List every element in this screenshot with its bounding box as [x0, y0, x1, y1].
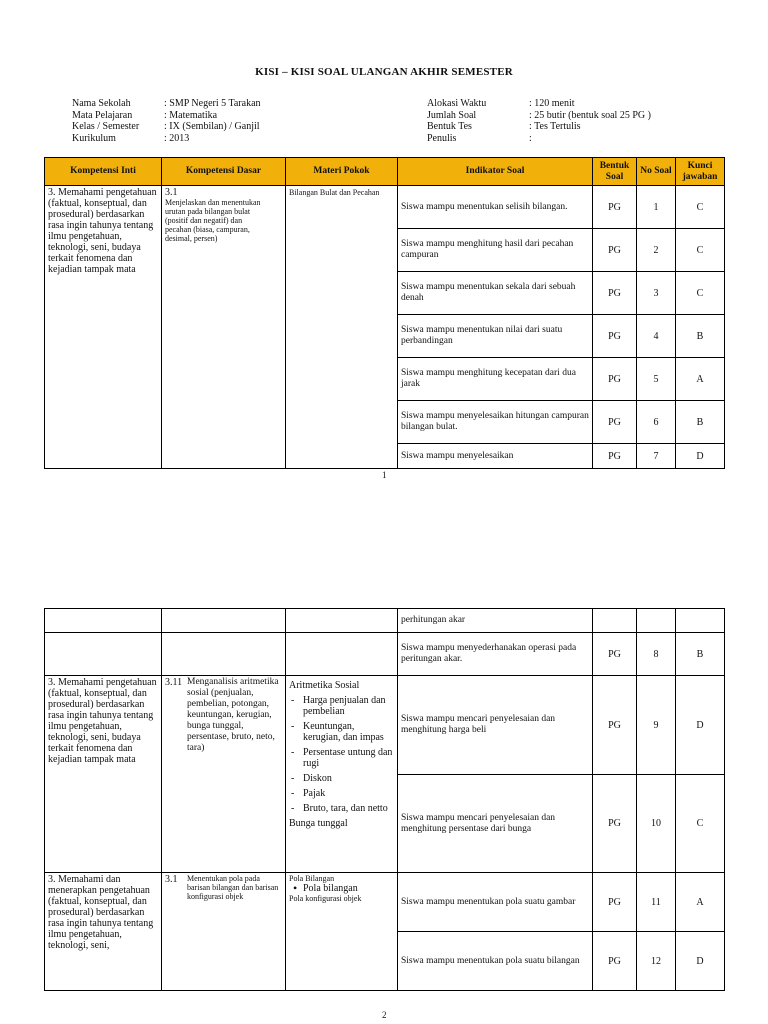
info-key: Jumlah Soal — [427, 109, 477, 121]
kunci-cell: B — [676, 315, 725, 358]
header-kompetensi-dasar: Kompetensi Dasar — [162, 158, 286, 186]
info-key: Alokasi Waktu — [427, 98, 487, 109]
mp-item: - Harga penjualan dan pembelian — [289, 695, 394, 717]
kd-text: Menjelaskan dan menentukan urutan pada bilangan bulat (positif dan negatif) dan pecahan (biasa, campuran, desimal, persen) — [165, 198, 261, 243]
kompetensi-inti-cell: 3. Memahami pengetahuan (faktual, konseptual, dan prosedural) berdasarkan rasa ingin tahunya tentang ilmu pengetahuan, teknologi, seni, budaya terkait fenomena dan kejadian tampak mata — [45, 186, 162, 469]
info-key: Bentuk Tes — [427, 121, 472, 132]
no-cell: 7 — [637, 444, 676, 469]
indikator-cell: Siswa mampu mencari penyelesaian dan menghitung persentase dari bunga — [398, 775, 593, 873]
indikator-cell: Siswa mampu menghitung kecepatan dari dua jarak — [398, 358, 593, 401]
info-value: : IX (Sembilan) / Ganjil — [164, 121, 260, 132]
kompetensi-dasar-cell — [162, 186, 286, 469]
mp-item: • Pola bilangan — [289, 883, 394, 894]
mp-item: - Bruto, tara, dan netto — [289, 803, 394, 814]
bentuk-cell: PG — [593, 186, 637, 229]
mp-title: Pola Bilangan — [289, 874, 335, 883]
bentuk-cell: PG — [593, 272, 637, 315]
info-key: Mata Pelajaran — [72, 109, 133, 121]
indikator-cell: Siswa mampu menghitung hasil dari pecahan campuran — [398, 229, 593, 272]
bentuk-cell: PG — [593, 633, 637, 676]
header-kompetensi-inti: Kompetensi Inti — [45, 158, 162, 186]
indikator-cell: Siswa mampu menyederhanakan operasi pada peritungan akar. — [398, 633, 593, 676]
info-key: Nama Sekolah — [72, 98, 131, 109]
indikator-cell: Siswa mampu mencari penyelesaian dan menghitung harga beli — [398, 676, 593, 775]
no-cell: 6 — [637, 401, 676, 444]
page-1 — [0, 0, 768, 490]
info-left — [72, 98, 261, 144]
mp-item: - Persentase untung dan rugi — [289, 747, 394, 769]
info-key: Kurikulum — [72, 132, 116, 144]
mp-footer: Pola konfigurasi objek — [289, 894, 362, 903]
indikator-cell: Siswa mampu menyelesaikan hitungan campuran bilangan bulat. — [398, 401, 593, 444]
mp-footer: Bunga tunggal — [289, 818, 348, 829]
indikator-cell: Siswa mampu menentukan selisih bilangan. — [398, 186, 593, 229]
kd-number: 3.1 — [165, 187, 178, 198]
bentuk-cell: PG — [593, 315, 637, 358]
info-value: : 25 butir (bentuk soal 25 PG ) — [529, 109, 651, 121]
kompetensi-dasar-cell — [162, 676, 286, 873]
empty-cell — [162, 633, 286, 676]
kunci-cell: D — [676, 932, 725, 991]
header-bentuk-soal: Bentuk Soal — [593, 158, 637, 186]
no-cell: 12 — [637, 932, 676, 991]
mp-title: Aritmetika Sosial — [289, 680, 360, 691]
empty-cell — [676, 609, 725, 633]
kd-text: Menentukan pola pada barisan bilangan dan barisan konfigurasi objek — [187, 874, 279, 901]
no-cell: 11 — [637, 873, 676, 932]
kompetensi-dasar-cell — [162, 873, 286, 991]
page-gap — [0, 490, 768, 590]
no-cell: 1 — [637, 186, 676, 229]
kd-number: 3.11 — [165, 677, 183, 688]
info-value: : Matematika — [164, 109, 218, 121]
kunci-cell: B — [676, 401, 725, 444]
info-value: : Tes Tertulis — [529, 121, 581, 132]
indikator-cell: Siswa mampu menyelesaikan — [398, 444, 593, 469]
mp-item: - Keuntungan, kerugian, dan impas — [289, 721, 394, 743]
kisi-table-page-2 — [44, 608, 725, 991]
empty-cell — [593, 609, 637, 633]
kunci-cell: C — [676, 775, 725, 873]
kisi-table-page-1 — [44, 157, 725, 469]
kompetensi-inti-cell: 3. Memahami pengetahuan (faktual, konseptual, dan prosedural) berdasarkan rasa ingin tahunya tentang ilmu pengetahuan, teknologi, seni, budaya terkait fenomena dan kejadian tampak mata — [45, 676, 162, 873]
empty-cell — [286, 609, 398, 633]
mp-item: - Pajak — [289, 788, 394, 799]
bentuk-cell: PG — [593, 873, 637, 932]
empty-cell — [162, 609, 286, 633]
kunci-cell: C — [676, 229, 725, 272]
info-right — [427, 98, 651, 144]
no-cell: 8 — [637, 633, 676, 676]
bentuk-cell: PG — [593, 401, 637, 444]
info-value: : 2013 — [164, 132, 190, 144]
kunci-cell: D — [676, 676, 725, 775]
page-number: 2 — [382, 1010, 387, 1020]
info-value: : 120 menit — [529, 98, 575, 109]
materi-pokok-cell — [286, 676, 398, 873]
kompetensi-inti-cell: 3. Memahami dan menerapkan pengetahuan (faktual, konseptual, dan prosedural) berdasarkan rasa ingin tahunya tentang ilmu pengetahuan, teknologi, seni, — [45, 873, 162, 991]
no-cell: 9 — [637, 676, 676, 775]
kd-text: Menganalisis aritmetika sosial (penjualan, pembelian, potongan, keuntungan, kerugian, bunga tunggal, persentase, bruto, neto, tara) — [187, 677, 279, 753]
indikator-cell: perhitungan akar — [398, 609, 593, 633]
mp-list — [289, 883, 394, 894]
bentuk-cell: PG — [593, 444, 637, 469]
no-cell: 3 — [637, 272, 676, 315]
bentuk-cell: PG — [593, 932, 637, 991]
kunci-cell: B — [676, 633, 725, 676]
bentuk-cell: PG — [593, 229, 637, 272]
bentuk-cell: PG — [593, 358, 637, 401]
kd-number: 3.1 — [165, 874, 178, 885]
indikator-cell: Siswa mampu menentukan pola suatu gambar — [398, 873, 593, 932]
header-indikator-soal: Indikator Soal — [398, 158, 593, 186]
materi-pokok-cell: Bilangan Bulat dan Pecahan — [286, 186, 398, 469]
indikator-cell: Siswa mampu menentukan pola suatu bilangan — [398, 932, 593, 991]
info-value: : SMP Negeri 5 Tarakan — [164, 98, 261, 109]
empty-cell — [286, 633, 398, 676]
kunci-cell: C — [676, 186, 725, 229]
info-key: Penulis — [427, 132, 457, 144]
bentuk-cell: PG — [593, 775, 637, 873]
no-cell: 5 — [637, 358, 676, 401]
bentuk-cell: PG — [593, 676, 637, 775]
empty-cell — [45, 609, 162, 633]
indikator-cell: Siswa mampu menentukan nilai dari suatu perbandingan — [398, 315, 593, 358]
kunci-cell: C — [676, 272, 725, 315]
mp-list — [289, 695, 394, 814]
page-title: KISI – KISI SOAL ULANGAN AKHIR SEMESTER — [255, 66, 513, 78]
header-materi-pokok: Materi Pokok — [286, 158, 398, 186]
kunci-cell: D — [676, 444, 725, 469]
kunci-cell: A — [676, 358, 725, 401]
kunci-cell: A — [676, 873, 725, 932]
materi-pokok-cell — [286, 873, 398, 991]
header-no-soal: No Soal — [637, 158, 676, 186]
header-kunci-jawaban: Kunci jawaban — [676, 158, 725, 186]
page-2 — [0, 590, 768, 1024]
no-cell: 4 — [637, 315, 676, 358]
mp-item: - Diskon — [289, 773, 394, 784]
no-cell: 10 — [637, 775, 676, 873]
empty-cell — [637, 609, 676, 633]
page-number: 1 — [382, 470, 387, 480]
empty-cell — [45, 633, 162, 676]
indikator-cell: Siswa mampu menentukan sekala dari sebuah denah — [398, 272, 593, 315]
info-value: : — [529, 132, 532, 144]
info-key: Kelas / Semester — [72, 121, 140, 132]
no-cell: 2 — [637, 229, 676, 272]
